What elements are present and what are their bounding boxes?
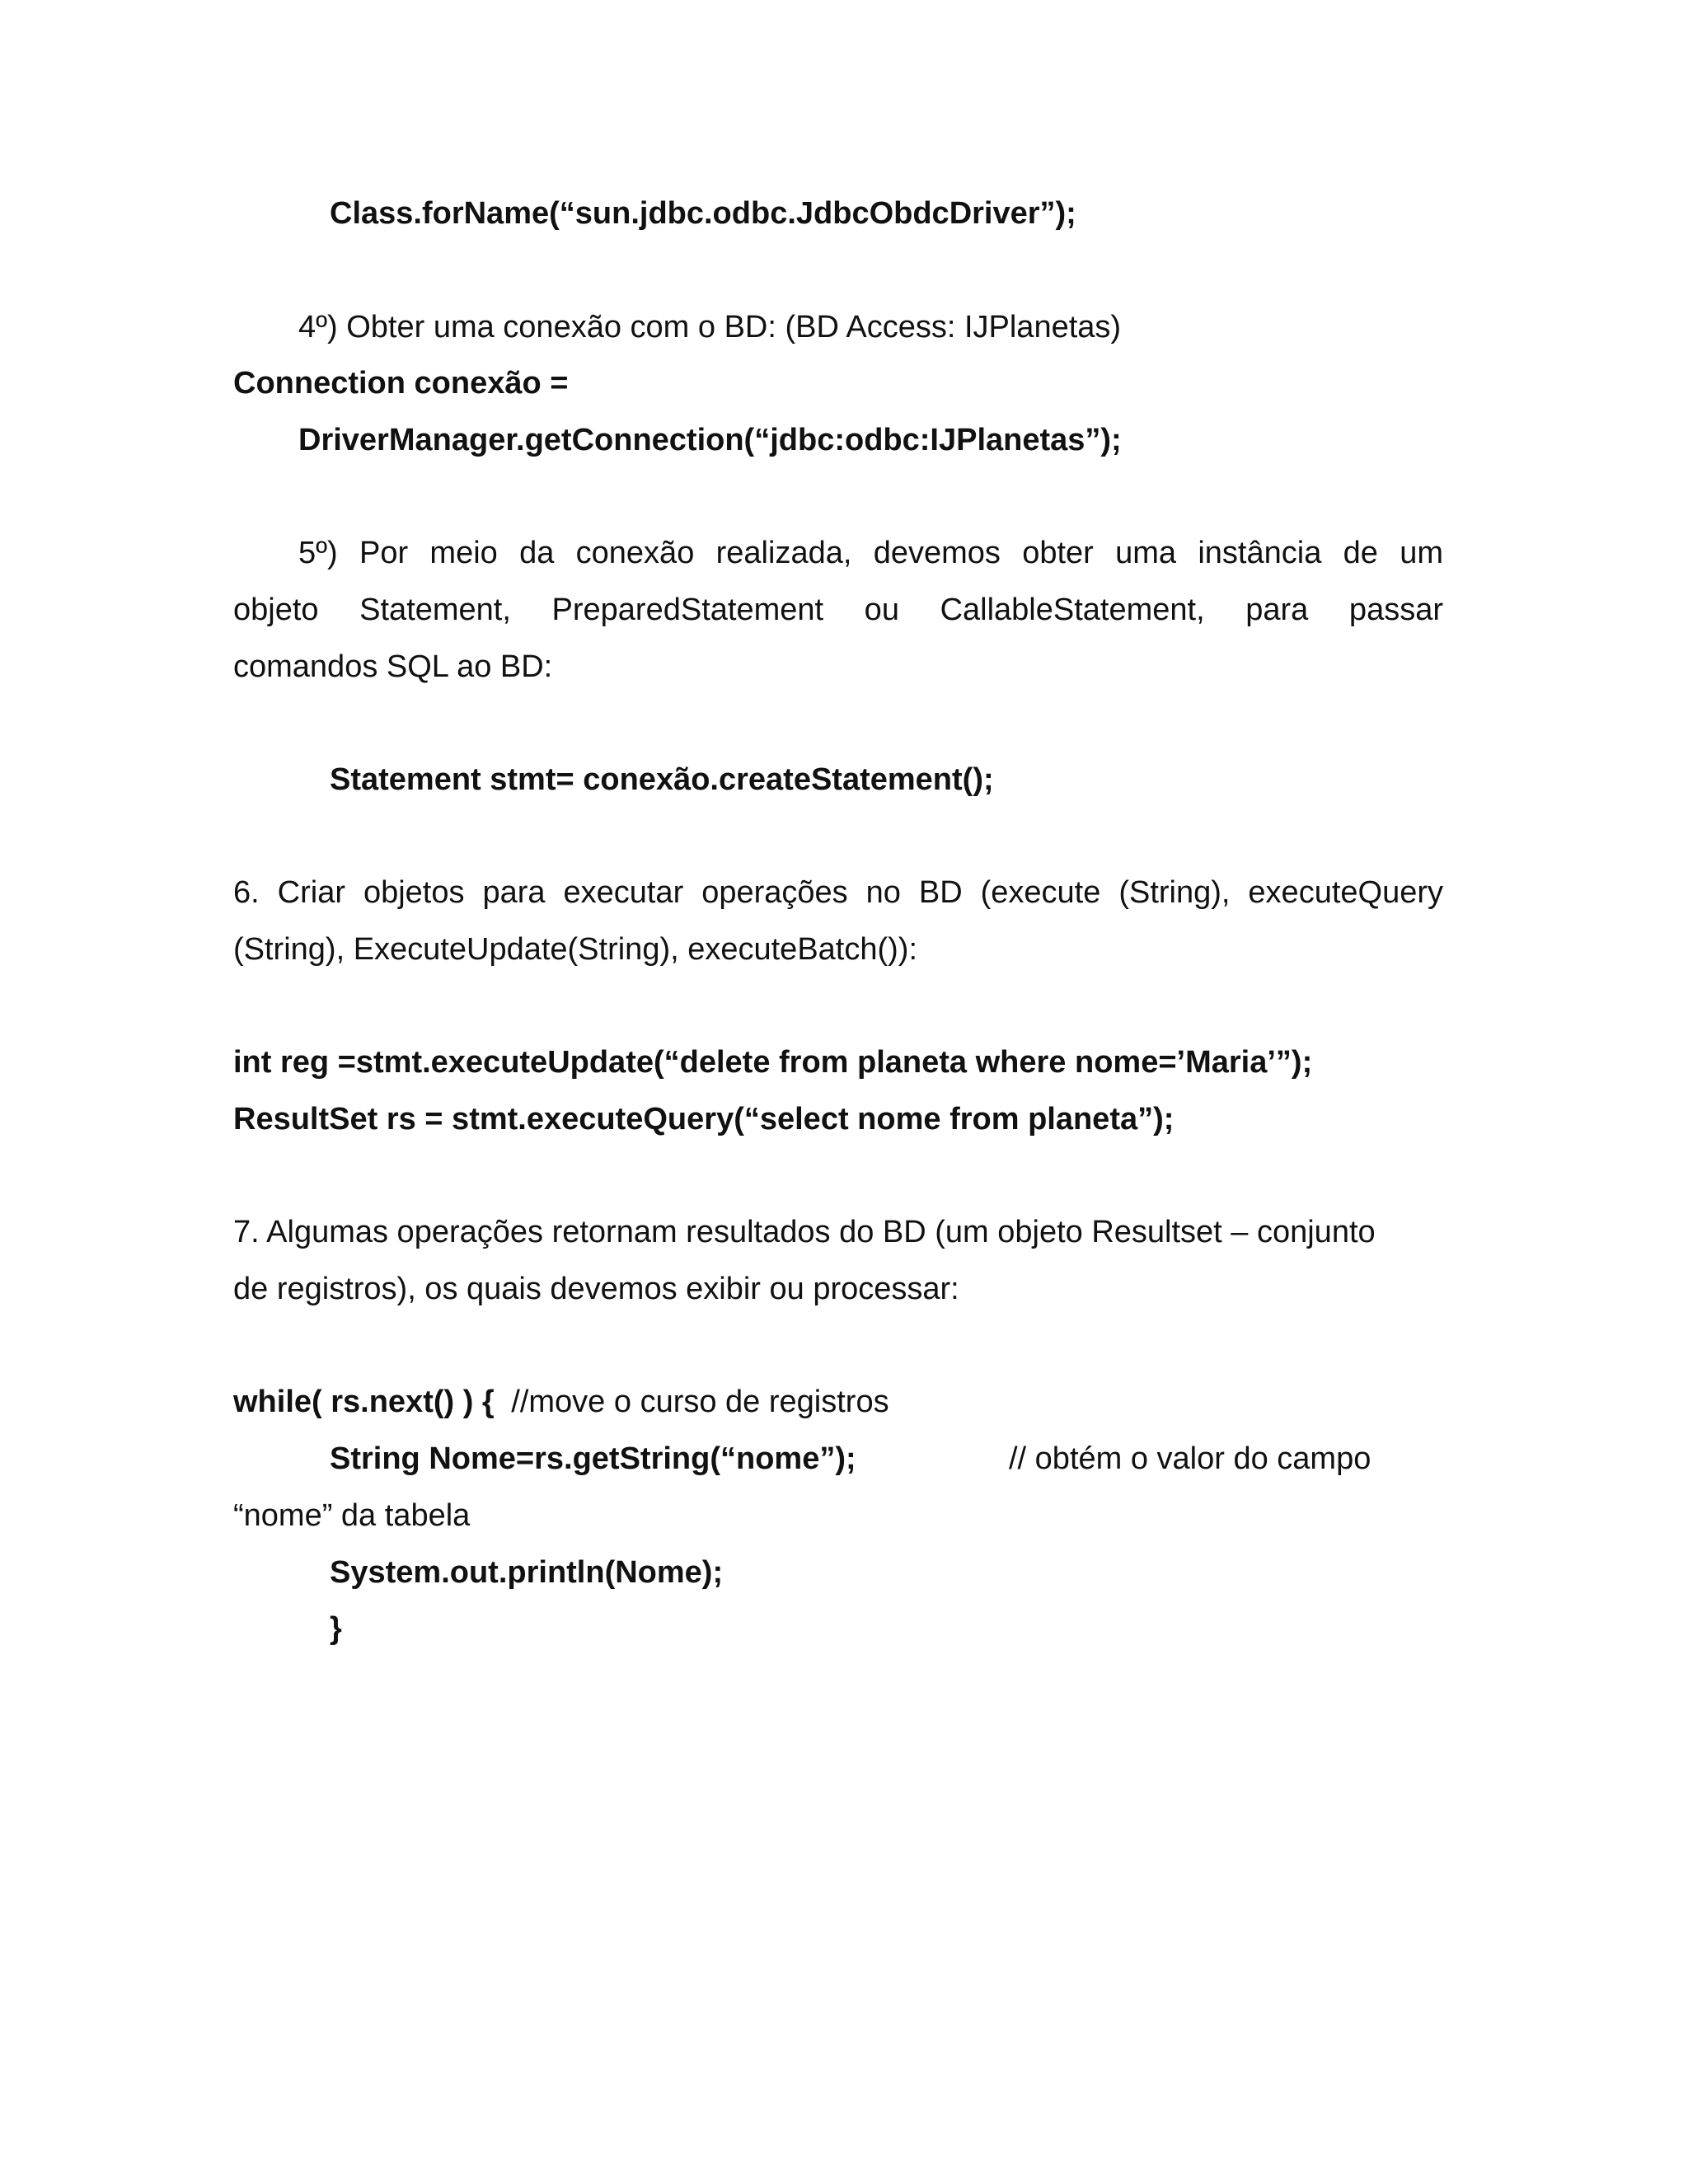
code-class-forname: Class.forName(“sun.jdbc.odbc.JdbcObdcDriver”); xyxy=(330,196,1076,231)
comment-get-field-value: // obtém o valor do campo xyxy=(1009,1441,1372,1476)
step5-paragraph-line-2: objeto Statement, PreparedStatement ou CallableStatement, para passar xyxy=(233,593,1443,627)
step5-paragraph-line-3: comandos SQL ao BD: xyxy=(233,649,553,684)
step4-heading: 4º) Obter uma conexão com o BD: (BD Access: IJPlanetas) xyxy=(298,310,1122,344)
comment-move-cursor: //move o curso de registros xyxy=(511,1385,889,1419)
step6-paragraph-line-2: (String), ExecuteUpdate(String), executeBatch()): xyxy=(233,932,918,967)
code-getstring: String Nome=rs.getString(“nome”); xyxy=(330,1441,856,1476)
step7-paragraph-line-1: 7. Algumas operações retornam resultados do BD (um objeto Resultset – conjunto xyxy=(233,1215,1376,1249)
code-connection-decl: Connection conexão = xyxy=(233,366,569,401)
code-create-statement: Statement stmt= conexão.createStatement(); xyxy=(330,762,994,797)
comment-get-field-value-cont: “nome” da tabela xyxy=(233,1498,471,1533)
code-while: while( rs.next() ) { xyxy=(233,1385,495,1419)
code-println: System.out.println(Nome); xyxy=(330,1555,724,1590)
code-execute-query: ResultSet rs = stmt.executeQuery(“select nome from planeta”); xyxy=(233,1102,1175,1137)
code-driver-manager: DriverManager.getConnection(“jdbc:odbc:IJPlanetas”); xyxy=(298,423,1122,457)
code-while-line xyxy=(233,1383,889,1421)
code-closing-brace: } xyxy=(330,1611,342,1646)
step6-paragraph-line-1: 6. Criar objetos para executar operações no BD (execute (String), executeQuery xyxy=(233,875,1443,910)
step7-paragraph-line-2: de registros), os quais devemos exibir ou processar: xyxy=(233,1272,959,1306)
step5-paragraph-line-1: 5º) Por meio da conexão realizada, devemos obter uma instância de um xyxy=(298,536,1443,570)
code-execute-update: int reg =stmt.executeUpdate(“delete from planeta where nome=’Maria’”); xyxy=(233,1045,1313,1080)
